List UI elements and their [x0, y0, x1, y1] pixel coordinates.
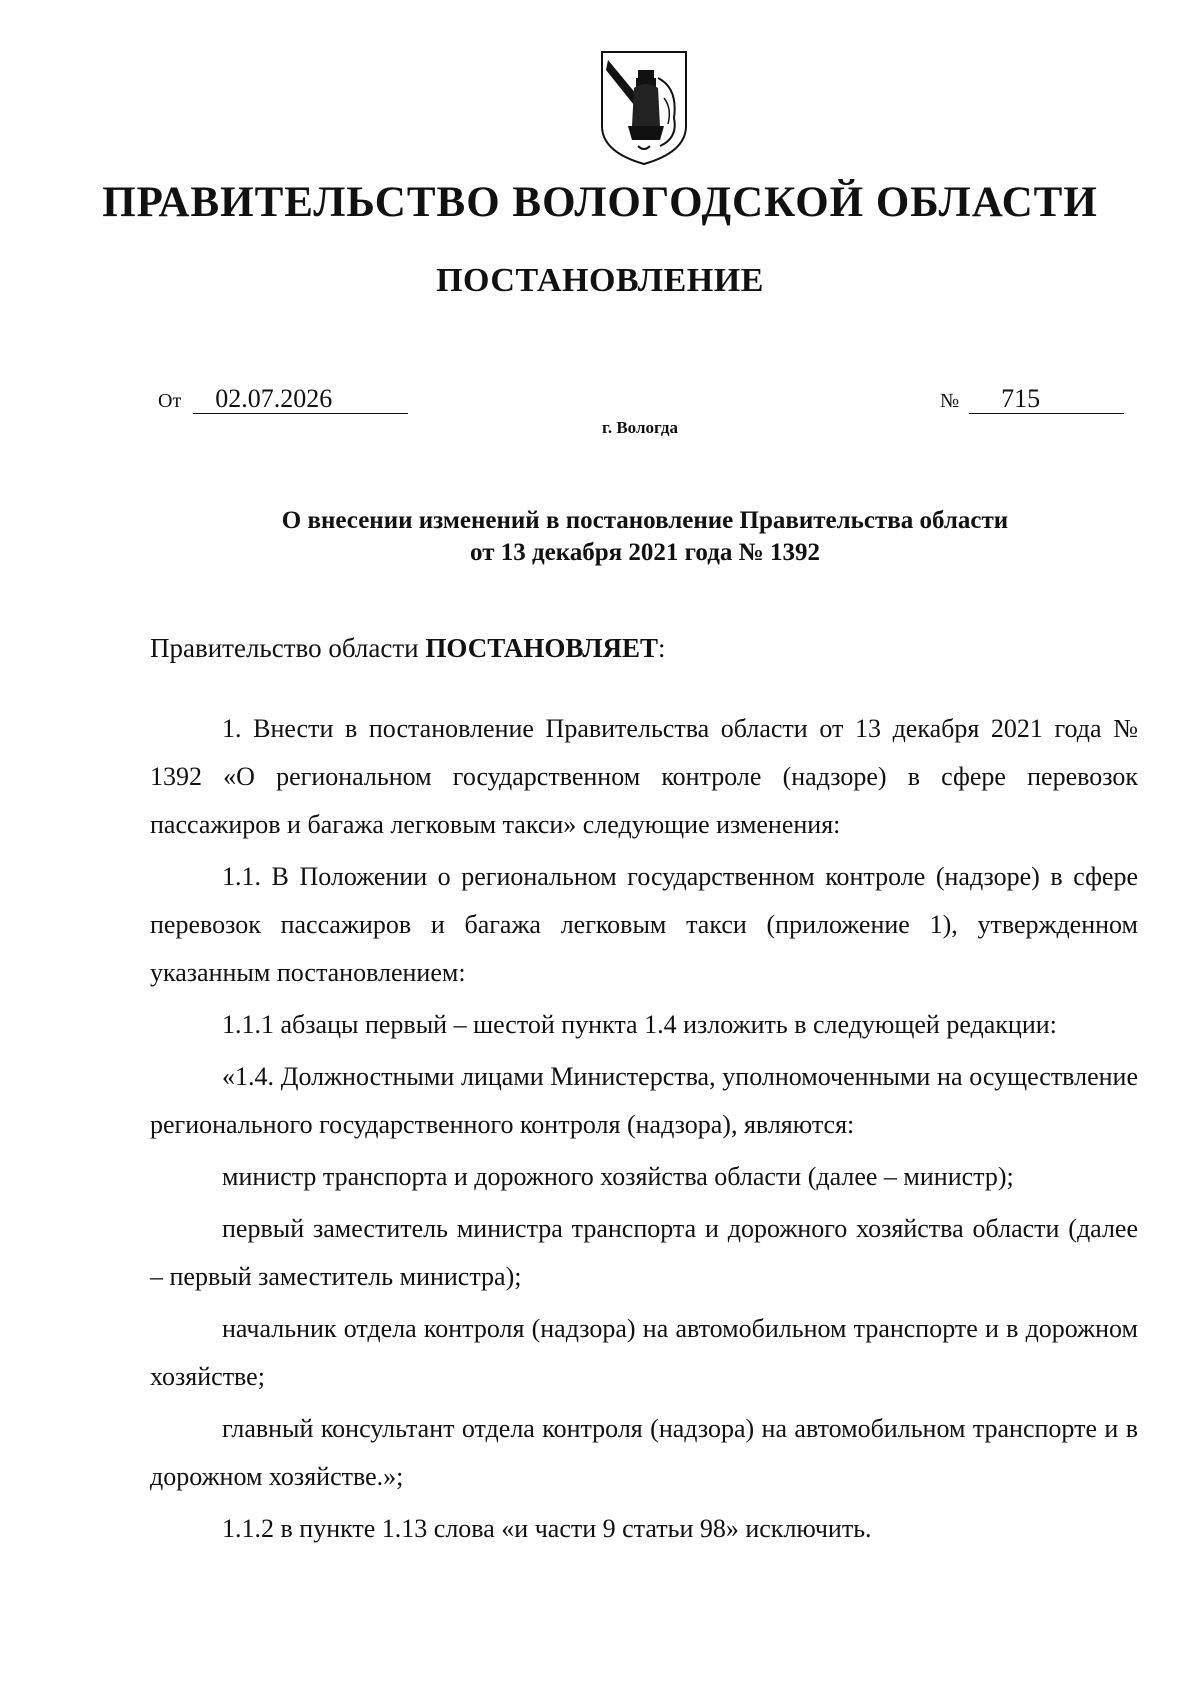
paragraph: «1.4. Должностными лицами Министерства, уполномоченными на осуществление регионального государственного контроля (надзора), являются:: [150, 1062, 1138, 1139]
preamble-decrees: ПОСТАНОВЛЯЕТ: [425, 633, 658, 663]
document-date: [158, 385, 408, 414]
paragraph: министр транспорта и дорожного хозяйства области (далее – министр);: [222, 1162, 1014, 1191]
document-subject: [150, 505, 1140, 569]
paragraph: 1. Внести в постановление Правительства области от 13 декабря 2021 года № 1392 «О региональном государственном контроле (надзоре) в сфере перевозок пассажиров и багажа легковым такси» следующие изменения:: [150, 714, 1138, 839]
preamble: [150, 633, 666, 664]
paragraph: 1.1.2 в пункте 1.13 слова «и части 9 статьи 98» исключить.: [222, 1514, 872, 1543]
paragraph: начальник отдела контроля (надзора) на автомобильном транспорте и в дорожном хозяйстве;: [150, 1314, 1138, 1391]
subject-line-2: от 13 декабря 2021 года № 1392: [470, 539, 820, 566]
government-name: ПРАВИТЕЛЬСТВО ВОЛОГОДСКОЙ ОБЛАСТИ: [102, 179, 1098, 226]
document-type: ПОСТАНОВЛЕНИЕ: [436, 262, 764, 299]
document-body: [150, 705, 1138, 1557]
number-label: №: [940, 390, 960, 412]
preamble-suffix: :: [657, 633, 666, 663]
paragraph: 1.1.1 абзацы первый – шестой пункта 1.4 изложить в следующей редакции:: [222, 1010, 1057, 1039]
paragraph: главный консультант отдела контроля (надзора) на автомобильном транспорте и в дорожном хозяйстве.»;: [150, 1414, 1138, 1491]
subject-line-1: О внесении изменений в постановление Правительства области: [281, 507, 1009, 534]
document-number: [940, 385, 1124, 414]
date-value: 02.07.2026: [193, 385, 408, 414]
paragraph: 1.1. В Положении о региональном государственном контроле (надзоре) в сфере перевозок пассажиров и багажа легковым такси (приложение 1), утвержденном указанным постановлением:: [150, 862, 1138, 987]
number-value: 715: [969, 385, 1124, 414]
preamble-prefix: Правительство области: [150, 633, 426, 663]
coat-of-arms-icon: [598, 48, 690, 168]
city: г. Вологда: [602, 418, 678, 437]
date-label: От: [158, 390, 182, 412]
paragraph: первый заместитель министра транспорта и дорожного хозяйства области (далее – первый заместитель министра);: [150, 1214, 1138, 1291]
